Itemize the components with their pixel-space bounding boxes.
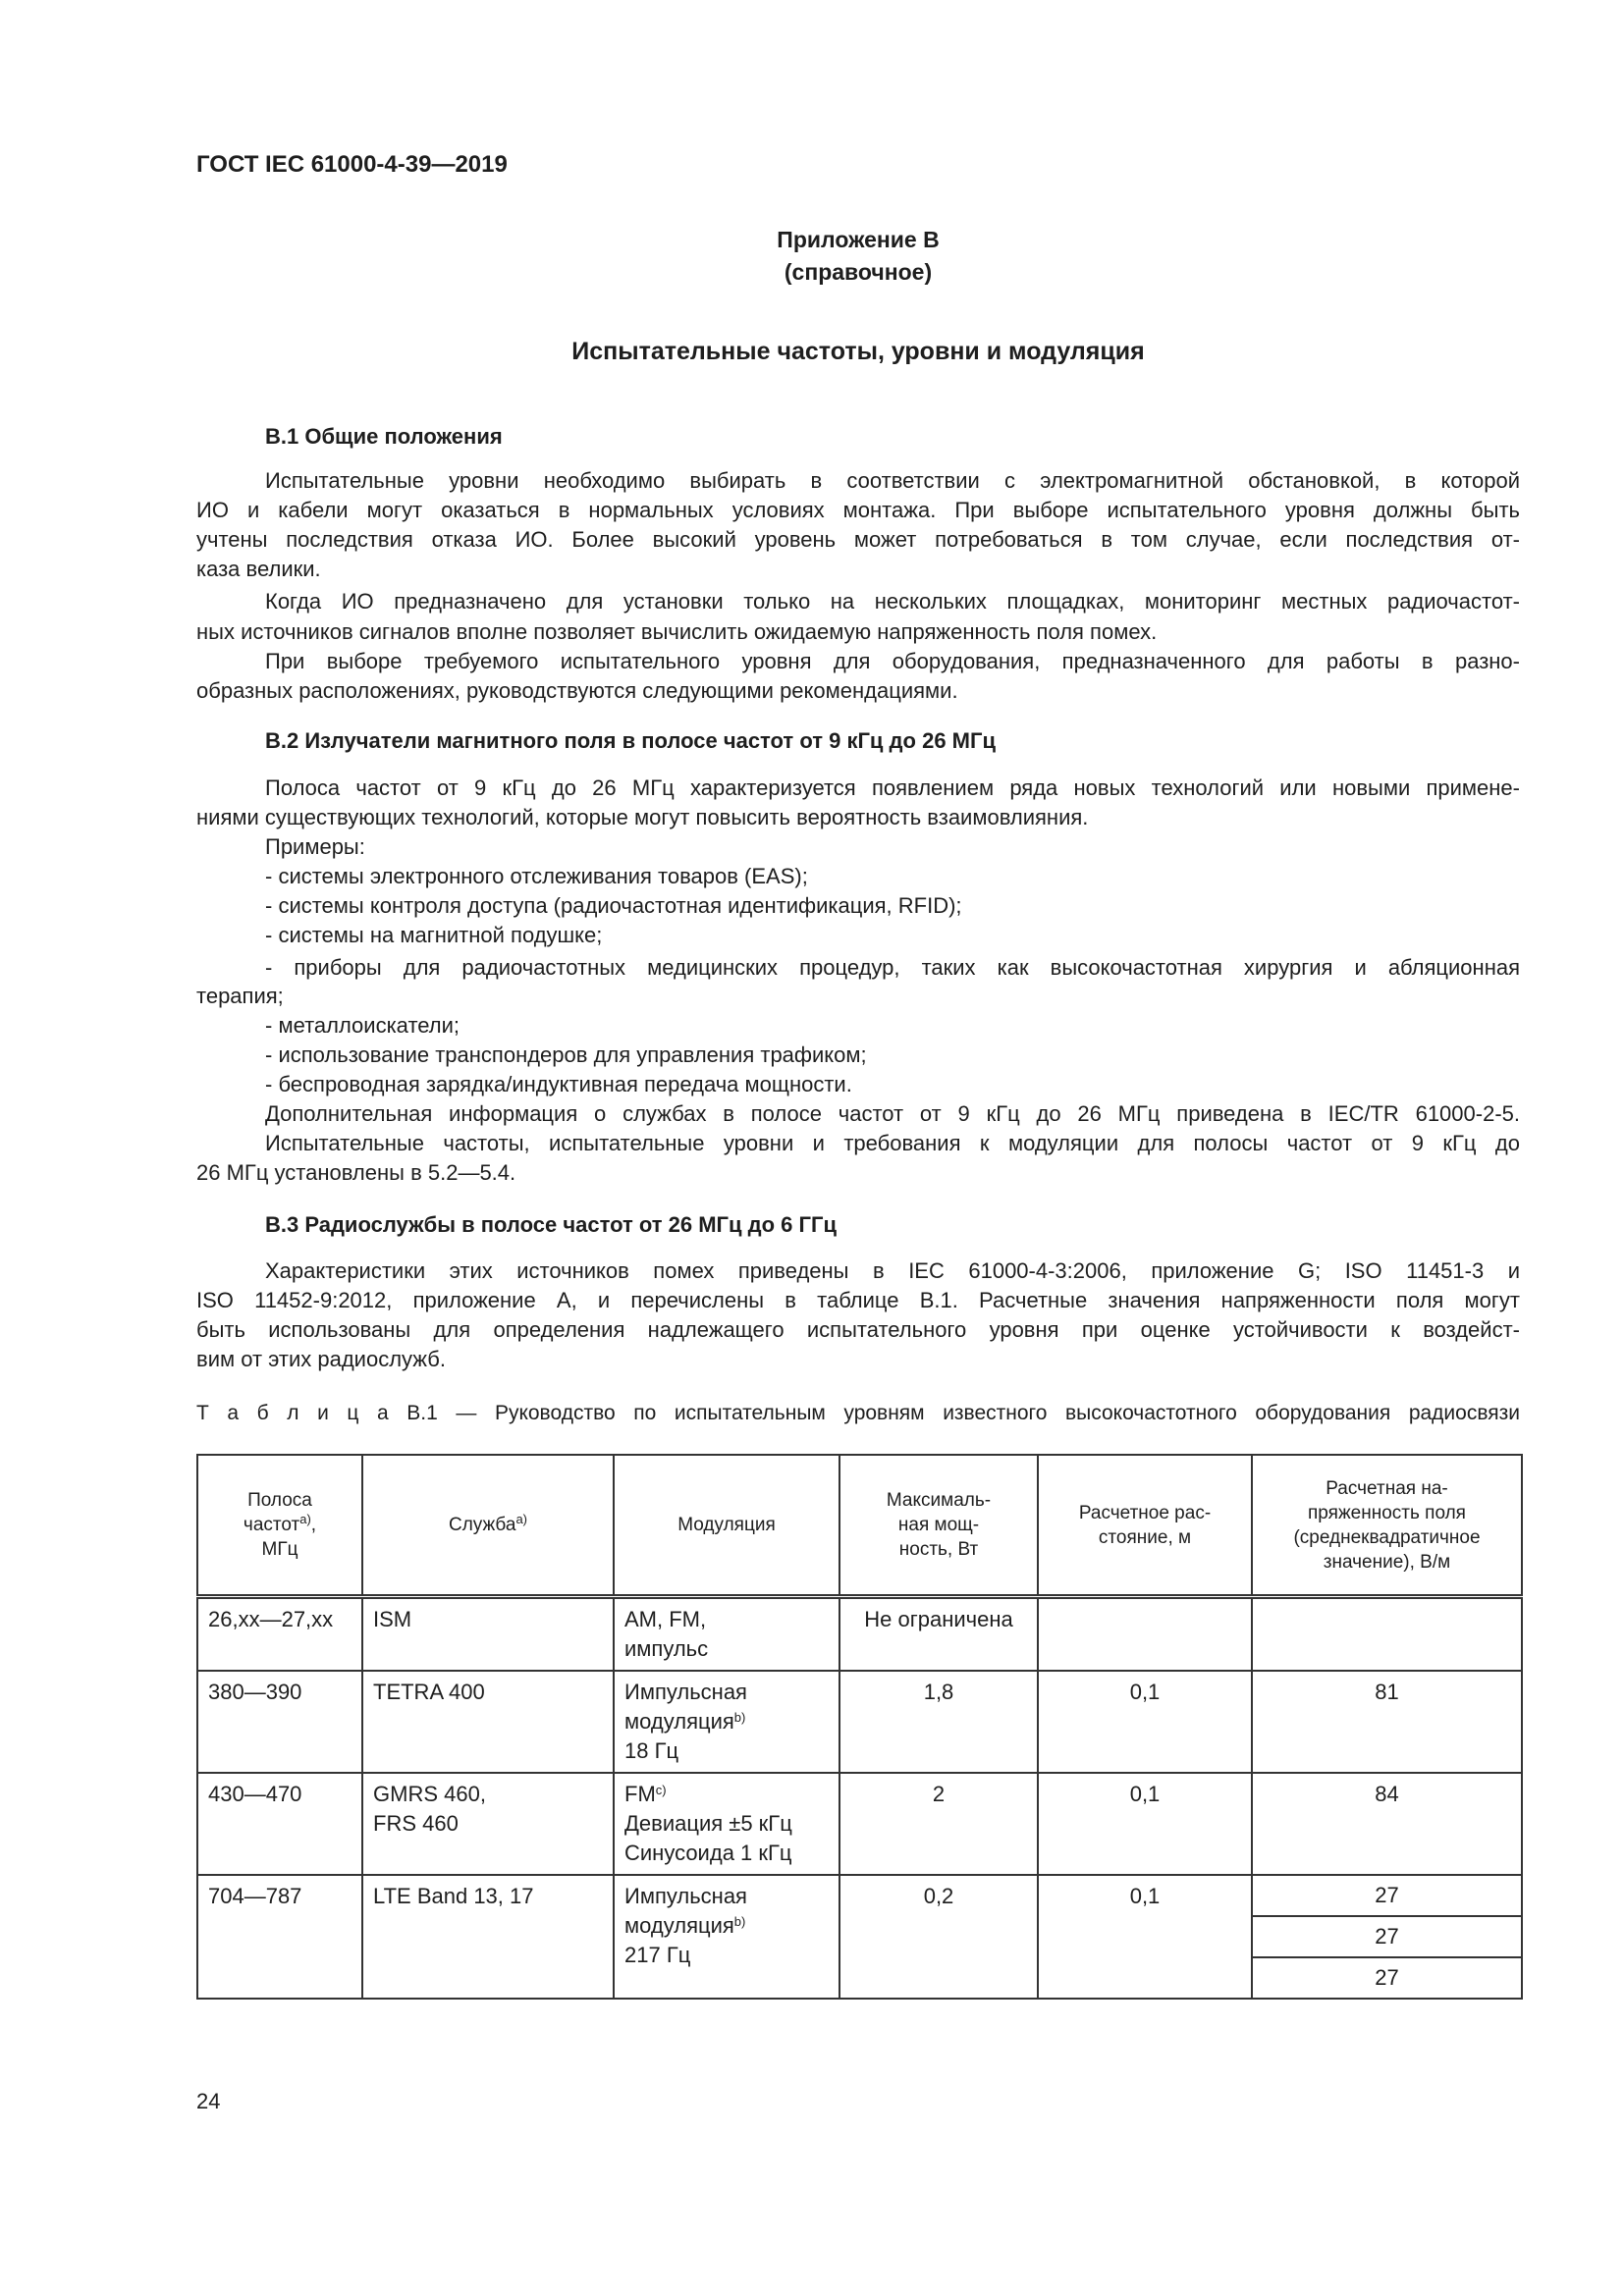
paragraph-line: Полоса частот от 9 кГц до 26 МГц характеризуется появлением ряда новых технологий или новыми примене- <box>265 775 1520 800</box>
paragraph-line: вим от этих радиослужб. <box>196 1347 446 1371</box>
paragraph-line: Дополнительная информация о службах в полосе частот от 9 кГц до 26 МГц приведена в IEC/TR 61000-2-5. <box>265 1101 1520 1126</box>
cell-modulation: AM, FM, импульс <box>614 1597 839 1672</box>
cell-field: 81 <box>1252 1671 1522 1773</box>
cell-distance: 0,1 <box>1038 1671 1252 1773</box>
annex-title: Приложение В <box>777 227 940 252</box>
table-header-row <box>197 1455 1522 1597</box>
cell-field: 27 <box>1252 1957 1522 1999</box>
page-number: 24 <box>196 2089 221 2113</box>
cell-field <box>1252 1597 1522 1672</box>
paragraph-line: Характеристики этих источников помех приведены в IEC 61000-4-3:2006, приложение G; ISO 11451-3 и <box>265 1258 1520 1283</box>
annex-kind: (справочное) <box>784 259 933 285</box>
paragraph-line: каза велики. <box>196 557 321 581</box>
paragraph-line: ниями существующих технологий, которые могут повысить вероятность взаимовлияния. <box>196 805 1089 829</box>
cell-service: GMRS 460, FRS 460 <box>362 1773 614 1875</box>
cell-power: 1,8 <box>839 1671 1038 1773</box>
annex-heading: Испытательные частоты, уровни и модуляция <box>571 338 1145 365</box>
paragraph-line: образных расположениях, руководствуются следующими рекомендациями. <box>196 678 958 703</box>
cell-field: 27 <box>1252 1916 1522 1957</box>
header-power: Максималь- ная мощ- ность, Вт <box>839 1455 1038 1597</box>
cell-power: 2 <box>839 1773 1038 1875</box>
list-item: - системы контроля доступа (радиочастотная идентификация, RFID); <box>265 893 962 918</box>
cell-band: 430—470 <box>197 1773 362 1875</box>
cell-band: 26,xx—27,xx <box>197 1597 362 1672</box>
cell-distance: 0,1 <box>1038 1773 1252 1875</box>
paragraph-line: Испытательные частоты, испытательные уровни и требования к модуляции для полосы частот от 9 кГц до <box>265 1131 1520 1155</box>
cell-modulation: Импульсная модуляция$^{b)}$ 217 Гц <box>614 1875 839 1999</box>
paragraph-line: При выборе требуемого испытательного уровня для оборудования, предназначенного для работы в разно- <box>265 649 1520 673</box>
paragraph-line: быть использованы для определения надлежащего испытательного уровня при оценке устойчивости к воздейст- <box>196 1317 1520 1342</box>
cell-power: Не ограничена <box>839 1597 1038 1672</box>
cell-distance <box>1038 1597 1252 1672</box>
header-distance: Расчетное рас- стояние, м <box>1038 1455 1252 1597</box>
table-row <box>197 1875 1522 1916</box>
cell-modulation: Импульсная модуляция$^{b)}$ 18 Гц <box>614 1671 839 1773</box>
list-item: - металлоискатели; <box>265 1013 460 1038</box>
list-item: - использование транспондеров для управления трафиком; <box>265 1042 867 1067</box>
cell-modulation: FM$^{c)}$ Девиация ±5 кГц Синусоида 1 кГц <box>614 1773 839 1875</box>
paragraph-line: учтены последствия отказа ИО. Более высокий уровень может потребоваться в том случае, если последствия от- <box>196 527 1520 552</box>
section-b1-title: В.1 Общие положения <box>265 424 503 449</box>
cell-field: 27 <box>1252 1875 1522 1916</box>
table-row <box>197 1597 1522 1672</box>
paragraph-line: ных источников сигналов вполне позволяет вычислить ожидаемую напряженность поля помех. <box>196 619 1158 644</box>
table-row <box>197 1671 1522 1773</box>
list-item: терапия; <box>196 984 284 1008</box>
list-item: - беспроводная зарядка/индуктивная передача мощности. <box>265 1072 852 1096</box>
cell-field: 84 <box>1252 1773 1522 1875</box>
cell-power: 0,2 <box>839 1875 1038 1999</box>
cell-band: 380—390 <box>197 1671 362 1773</box>
document-code: ГОСТ IEC 61000-4-39—2019 <box>196 151 508 178</box>
table-row <box>197 1773 1522 1875</box>
list-item: - системы на магнитной подушке; <box>265 923 603 947</box>
paragraph-line: 26 МГц установлены в 5.2—5.4. <box>196 1160 516 1185</box>
cell-service: ISM <box>362 1597 614 1672</box>
header-service: Служба$^{а)}$ <box>362 1455 614 1597</box>
header-modulation: Модуляция <box>614 1455 839 1597</box>
list-item: - системы электронного отслеживания товаров (EAS); <box>265 864 808 888</box>
cell-band: 704—787 <box>197 1875 362 1999</box>
cell-service: TETRA 400 <box>362 1671 614 1773</box>
paragraph-line: ИО и кабели могут оказаться в нормальных условиях монтажа. При выборе испытательного уровня должны быть <box>196 498 1520 522</box>
cell-distance: 0,1 <box>1038 1875 1252 1999</box>
paragraph-line: Испытательные уровни необходимо выбирать в соответствии с электромагнитной обстановкой, в которой <box>265 468 1520 493</box>
section-b2-title: В.2 Излучатели магнитного поля в полосе частот от 9 кГц до 26 МГц <box>265 728 996 753</box>
paragraph-line: Когда ИО предназначено для установки только на нескольких площадках, мониторинг местных радиочастот- <box>265 589 1520 614</box>
cell-service: LTE Band 13, 17 <box>362 1875 614 1999</box>
list-item: - приборы для радиочастотных медицинских процедур, таких как высокочастотная хирургия и абляционная <box>265 955 1520 980</box>
section-b3-title: В.3 Радиослужбы в полосе частот от 26 МГц до 6 ГГц <box>265 1212 837 1237</box>
paragraph-line: ISO 11452-9:2012, приложение А, и перечислены в таблице В.1. Расчетные значения напряженности поля могут <box>196 1288 1520 1312</box>
header-band: Полоса частот$^{а)}$, МГц <box>197 1455 362 1597</box>
table-caption: Т а б л и ц а В.1 — Руководство по испытательным уровням известного высокочастотного оборудования радиосвязи <box>196 1402 1520 1424</box>
radio-services-table <box>196 1454 1523 2000</box>
header-field: Расчетная на- пряженность поля (среднеквадратичное значение), В/м <box>1252 1455 1522 1597</box>
paragraph-line: Примеры: <box>265 834 365 859</box>
